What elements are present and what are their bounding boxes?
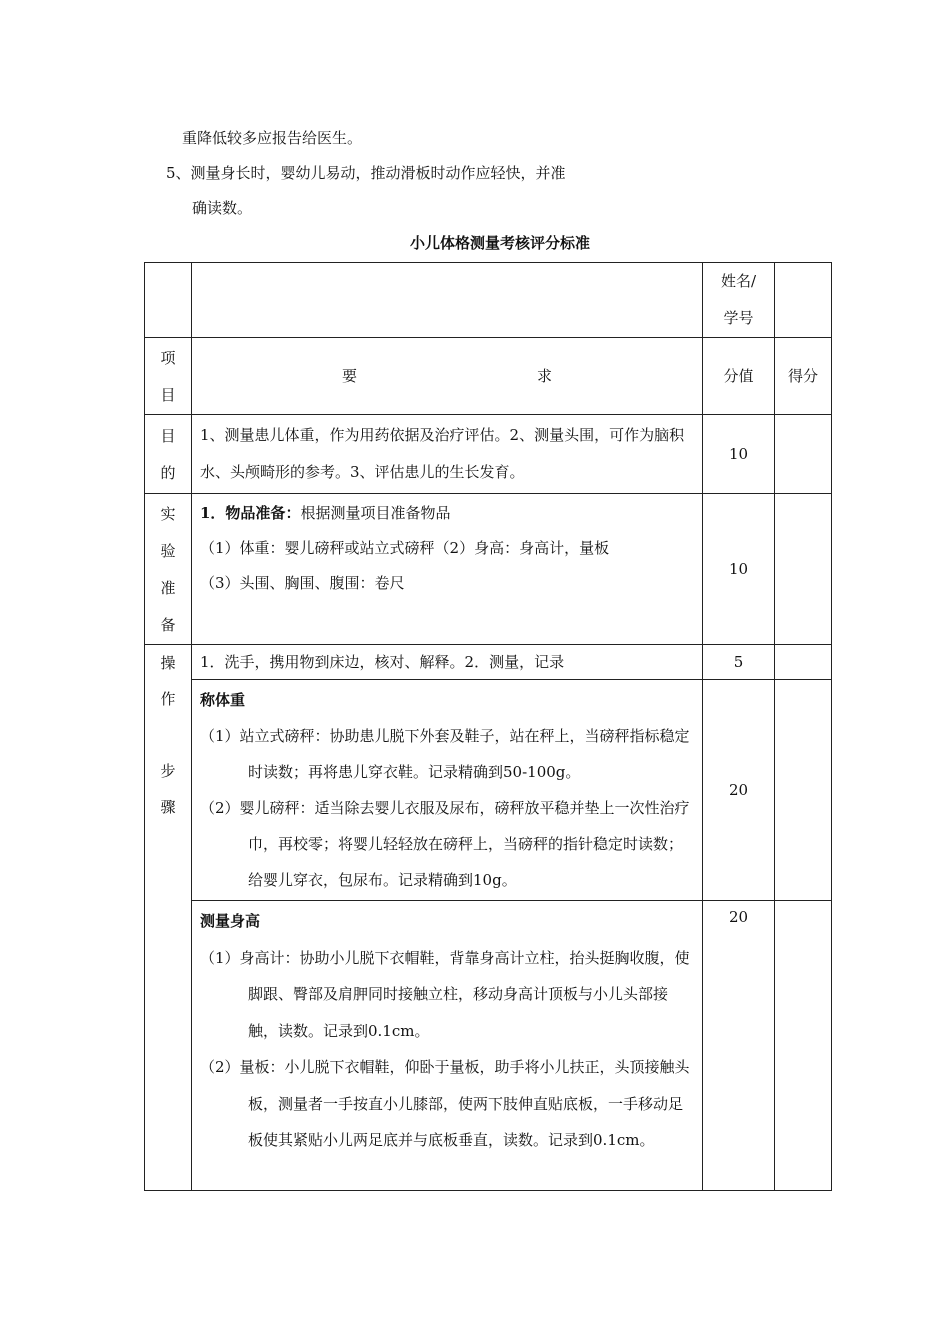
intro-line-1: 重降低较多应报告给医生。 bbox=[182, 129, 363, 147]
score-cell: 20 bbox=[703, 680, 775, 901]
header-text: 目 bbox=[160, 386, 176, 404]
scoring-table bbox=[144, 262, 832, 1191]
prep-line: （1）体重：婴儿磅秤或站立式磅秤（2）身高：身高计，量板 bbox=[200, 539, 610, 557]
item-label: （1） bbox=[200, 948, 240, 967]
name-id-header bbox=[703, 263, 775, 338]
requirement-cell bbox=[192, 680, 703, 901]
table-row bbox=[145, 263, 832, 338]
got-score-cell bbox=[775, 415, 832, 494]
got-score-cell bbox=[775, 645, 832, 680]
header-text: 要 bbox=[342, 367, 358, 385]
got-score-header: 得分 bbox=[775, 338, 832, 415]
item-header bbox=[145, 338, 192, 415]
requirement-text: 1、测量患儿体重，作为用药依据及治疗评估。2、测量头围，可作为脑积水、头颅畸形的参考。3、评估患儿的生长发育。 bbox=[200, 426, 685, 481]
item-label: （2） bbox=[200, 799, 240, 817]
item-cell bbox=[145, 645, 192, 1191]
item-text: 目 bbox=[160, 427, 176, 445]
requirement-cell bbox=[192, 645, 703, 680]
weight-infant-text: 婴儿磅秤：适当除去婴儿衣服及尿布，磅秤放平稳并垫上一次性治疗巾，再校零；将婴儿轻轻放在磅秤上，当磅秤的指针稳定时读数；给婴儿穿衣，包尿布。记录精确到10g。 bbox=[239, 799, 690, 889]
prep-line: （3）头围、胸围、腹围：卷尺 bbox=[200, 574, 405, 592]
table-row bbox=[145, 338, 832, 415]
prep-heading: 1．物品准备： bbox=[200, 504, 301, 522]
item-text bbox=[145, 717, 191, 753]
item-text: 实 bbox=[160, 505, 176, 523]
intro-line-2: 5、测量身长时，婴幼儿易动，推动滑板时动作应轻快，并准 bbox=[166, 164, 566, 182]
height-board-text: 量板：小儿脱下衣帽鞋，仰卧于量板，助手将小儿扶正，头顶接触头板，测量者一手按直小儿膝部，使两下肢伸直贴底板，一手移动足板使其紧贴小儿两足底并与底板垂直，读数。记录到0.1cm。 bbox=[239, 1058, 690, 1149]
score-cell: 10 bbox=[703, 494, 775, 645]
item-cell bbox=[145, 415, 192, 494]
page-title: 小儿体格测量考核评分标准 bbox=[409, 234, 590, 252]
item-label: （1） bbox=[200, 727, 240, 745]
item-text: 骤 bbox=[160, 798, 176, 816]
score-header: 分值 bbox=[703, 338, 775, 415]
item-text: 验 bbox=[160, 542, 176, 560]
score-cell: 10 bbox=[703, 415, 775, 494]
requirement-cell bbox=[192, 494, 703, 645]
item-text: 准 bbox=[160, 579, 176, 597]
height-meter-text: 身高计：协助小儿脱下衣帽鞋，背靠身高计立柱，抬头挺胸收腹，使脚跟、臀部及肩胛同时接触立柱，移动身高计顶板与小儿头部接触，读数。记录到0.1cm。 bbox=[239, 948, 690, 1040]
empty-cell bbox=[145, 263, 192, 338]
requirement-cell bbox=[192, 901, 703, 1191]
item-text: 操 bbox=[160, 654, 176, 672]
table-row bbox=[145, 494, 832, 645]
item-cell bbox=[145, 494, 192, 645]
empty-cell bbox=[192, 263, 703, 338]
item-label: （2） bbox=[200, 1058, 240, 1076]
table-row bbox=[145, 645, 832, 680]
weight-heading: 称体重 bbox=[200, 691, 246, 709]
table-row bbox=[145, 680, 832, 901]
item-text: 作 bbox=[160, 690, 176, 708]
got-score-cell bbox=[775, 680, 832, 901]
header-text: 项 bbox=[160, 349, 176, 367]
item-text: 备 bbox=[160, 616, 176, 634]
height-heading: 测量身高 bbox=[200, 912, 261, 930]
requirement-header bbox=[192, 338, 703, 415]
header-text: 求 bbox=[536, 367, 552, 385]
requirement-cell bbox=[192, 415, 703, 494]
score-cell: 20 bbox=[703, 901, 775, 1191]
weight-standing-text: 站立式磅秤：协助患儿脱下外套及鞋子，站在秤上，当磅秤指标稳定时读数；再将患儿穿衣鞋。记录精确到50-100g。 bbox=[239, 727, 690, 781]
table-row bbox=[145, 901, 832, 1191]
got-score-cell bbox=[775, 494, 832, 645]
table-row bbox=[145, 415, 832, 494]
score-cell: 5 bbox=[703, 645, 775, 680]
requirement-text: 1．洗手，携用物到床边，核对、解释。2．测量，记录 bbox=[200, 653, 565, 671]
name-id-value-cell bbox=[775, 263, 832, 338]
got-score-cell bbox=[775, 901, 832, 1191]
intro-line-3: 确读数。 bbox=[192, 199, 253, 217]
item-text: 步 bbox=[160, 762, 176, 780]
item-text: 的 bbox=[160, 464, 176, 482]
prep-heading-rest: 根据测量项目准备物品 bbox=[300, 504, 451, 522]
header-text: 姓名/ bbox=[720, 272, 757, 290]
header-text: 学号 bbox=[723, 309, 754, 327]
